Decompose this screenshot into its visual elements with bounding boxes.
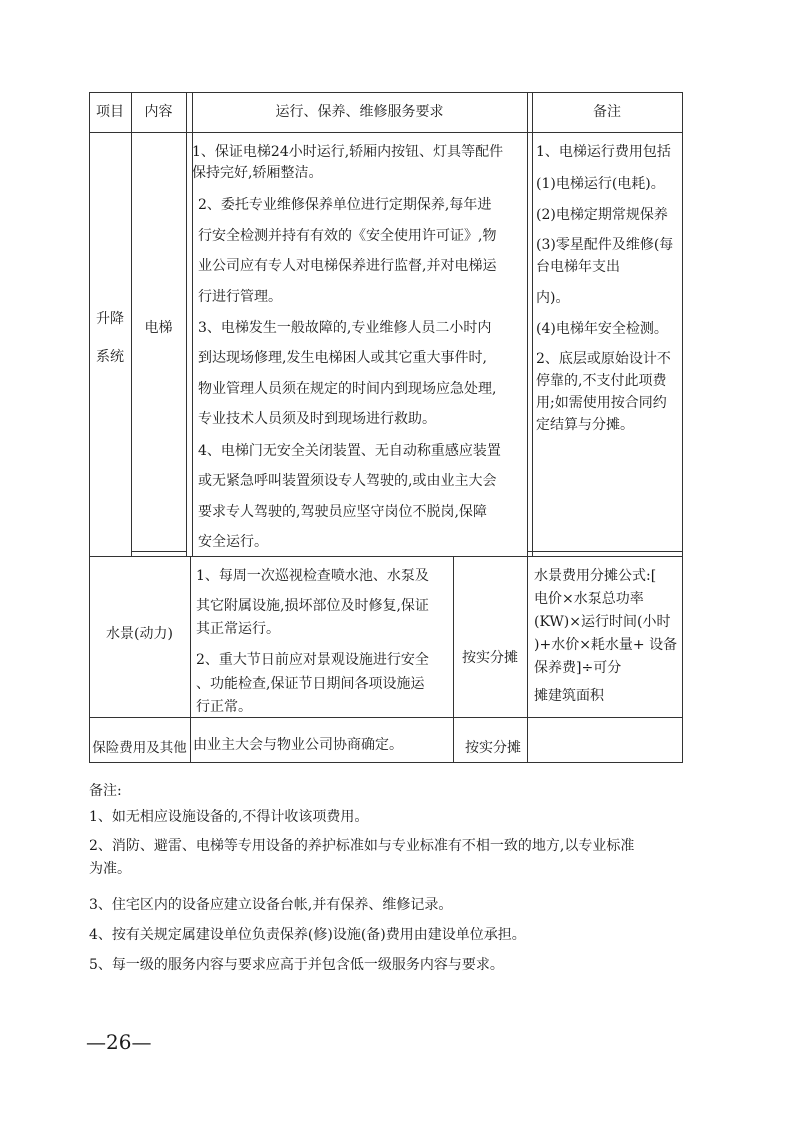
note-item: 5、每一级的服务内容与要求应高于并包含低一级服务内容与要求。 <box>89 957 504 973</box>
page-number: —26— <box>86 1030 152 1054</box>
req-2-line3: 业公司应有专人对电梯保养进行监督,并对电梯运 <box>198 258 497 274</box>
row-insurance-fee: 按实分摊 <box>465 740 521 756</box>
req-2-line1: 2、委托专业维修保养单位进行定期保养,每年进 <box>198 197 492 213</box>
note-item: 4、按有关规定属建设单位负责保养(修)设施(备)费用由建设单位承担。 <box>89 927 526 943</box>
row-elevator-item-line1: 升降 <box>96 311 124 327</box>
req-3-line4: 专业技术人员须及时到现场进行救助。 <box>198 411 436 427</box>
note-item: 2、消防、避雷、电梯等专用设备的养护标准如与专业标准有不相一致的地方,以专业标准 <box>89 838 635 854</box>
req-1-line1: 1、保证电梯24小时运行,轿厢内按钮、灯具等配件 <box>192 144 504 160</box>
req-line: 其正常运行。 <box>196 621 280 637</box>
note-item: 1、如无相应设施设备的,不得计收该项费用。 <box>89 809 369 825</box>
req-line: 其它附属设施,损坏部位及时修复,保证 <box>196 598 429 614</box>
remark-line: 保养费]÷可分 <box>534 660 622 676</box>
remark-line: 水景费用分摊公式:[ <box>534 568 657 584</box>
row-elevator-content: 电梯 <box>144 320 173 336</box>
req-line: 2、重大节日前应对景观设施进行安全 <box>196 652 429 668</box>
req-2-line2: 行安全检测并持有有效的《安全使用许可证》,物 <box>198 228 497 244</box>
req-4-line3: 要求专人驾驶的,驾驶员应坚守岗位不脱岗,保障 <box>198 504 487 520</box>
req-1-line2: 保持完好,轿厢整洁。 <box>192 165 323 181</box>
header-content: 内容 <box>144 104 173 120</box>
req-4-line1: 4、电梯门无安全关闭装置、无自动称重感应装置 <box>198 443 501 459</box>
notes-title: 备注: <box>89 783 122 799</box>
remark-line: 停靠的,不支付此项费 <box>536 373 667 389</box>
remark-line: 摊建筑面积 <box>534 688 604 704</box>
note-item: 3、住宅区内的设备应建立设备台帐,并有保养、维修记录。 <box>89 897 453 913</box>
req-3-line3: 物业管理人员须在规定的时间内到现场应急处理, <box>198 381 497 397</box>
remark-line: (3)零星配件及维修(每 <box>536 237 674 253</box>
remark-line: 台电梯年支出 <box>536 259 620 275</box>
req-line: 1、每周一次巡视检查喷水池、水泵及 <box>196 568 429 584</box>
req-4-line4: 安全运行。 <box>198 534 268 550</box>
row-waterscape-fee: 按实分摊 <box>462 650 518 666</box>
remark-line: 电价×水泵总功率 <box>534 591 644 607</box>
remark-line: (1)电梯运行(电耗)。 <box>536 176 665 192</box>
req-line: 、功能检查,保证节日期间各项设施运 <box>196 676 425 692</box>
remark-line: 用;如需使用按合同约 <box>536 395 667 411</box>
header-requirements: 运行、保养、维修服务要求 <box>275 104 444 120</box>
req-3-line1: 3、电梯发生一般故障的,专业维修人员二小时内 <box>198 320 492 336</box>
remark-line: )+水价×耗水量+ 设备 <box>534 637 678 653</box>
header-remarks: 备注 <box>593 104 621 120</box>
req-2-line4: 行进行管理。 <box>198 289 282 305</box>
remark-line: 2、底层或原始设计不 <box>536 351 671 367</box>
row-waterscape-item: 水景(动力) <box>106 626 173 642</box>
remark-line: (2)电梯定期常规保养 <box>536 207 668 223</box>
row-elevator-item <box>89 300 131 376</box>
note-item: 为准。 <box>89 861 131 877</box>
row-insurance-item: 保险费用及其他 <box>92 740 187 756</box>
row-elevator-item-line2: 系统 <box>96 349 124 365</box>
remark-line: 定结算与分摊。 <box>536 417 634 433</box>
row-insurance-requirements: 由业主大会与物业公司协商确定。 <box>193 737 403 753</box>
remark-line: 内)。 <box>536 290 570 306</box>
req-3-line2: 到达现场修理,发生电梯困人或其它重大事件时, <box>198 350 487 366</box>
header-item: 项目 <box>96 104 124 120</box>
remark-line: (4)电梯年安全检测。 <box>536 321 668 337</box>
remark-line: 1、电梯运行费用包括 <box>536 144 671 160</box>
remark-line: (KW)×运行时间(小时 <box>534 614 671 630</box>
req-4-line2: 或无紧急呼叫装置须设专人驾驶的,或由业主大会 <box>198 473 497 489</box>
req-line: 行正常。 <box>196 699 252 715</box>
